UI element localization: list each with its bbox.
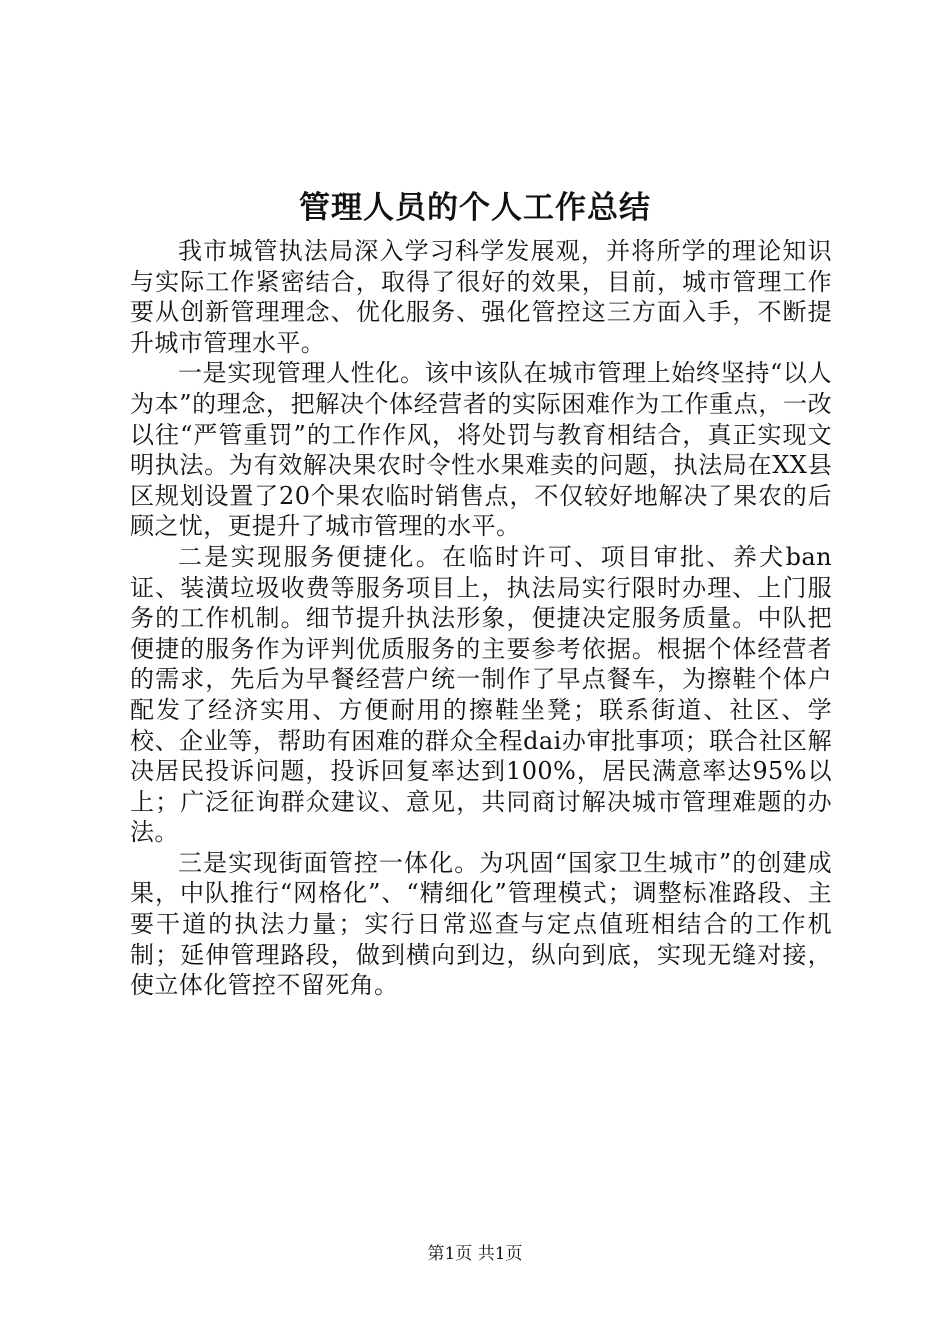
page-footer: 第1页 共1页 (427, 1244, 523, 1264)
paragraph-integrated-control: 三是实现街面管控一体化。为巩固“国家卫生城市”的创建成果，中队推行“网格化”、“精细化”管理模式；调整标准路段、主要干道的执法力量；实行日常巡查与定点值班相结合的工作机制；延伸管理路段，做到横向到边，纵向到底，实现无缝对接，使立体化管控不留死角。 (130, 848, 832, 1000)
paragraph-intro: 我市城管执法局深入学习科学发展观，并将所学的理论知识与实际工作紧密结合，取得了很好的效果，目前，城市管理工作要从创新管理理念、优化服务、强化管控这三方面入手，不断提升城市管理水平。 (130, 237, 832, 357)
document-title: 管理人员的个人工作总结 (299, 190, 651, 226)
document-body (130, 236, 832, 1001)
paragraph-humanized-management: 一是实现管理人性化。该中该队在城市管理上始终坚持“以人为本”的理念，把解决个体经营者的实际困难作为工作重点，一改以往“严管重罚”的工作作风，将处罚与教育相结合，真正实现文明执法。为有效解决果农时令性水果难卖的问题，执法局在XX县区规划设置了20个果农临时销售点，不仅较好地解决了果农的后顾之忧，更提升了城市管理的水平。 (130, 359, 832, 541)
paragraph-convenient-service: 二是实现服务便捷化。在临时许可、项目审批、养犬ban证、装潢垃圾收费等服务项目上，执法局实行限时办理、上门服务的工作机制。细节提升执法形象，便捷决定服务质量。中队把便捷的服务作为评判优质服务的主要参考依据。根据个体经营者的需求，先后为早餐经营户统一制作了早点餐车，为擦鞋个体户配发了经济实用、方便耐用的擦鞋坐凳；联系街道、社区、学校、企业等，帮助有困难的群众全程dai办审批事项；联合社区解决居民投诉问题，投诉回复率达到100%，居民满意率达95%以上；广泛征询群众建议、意见，共同商讨解决城市管理难题的办法。 (130, 542, 832, 847)
